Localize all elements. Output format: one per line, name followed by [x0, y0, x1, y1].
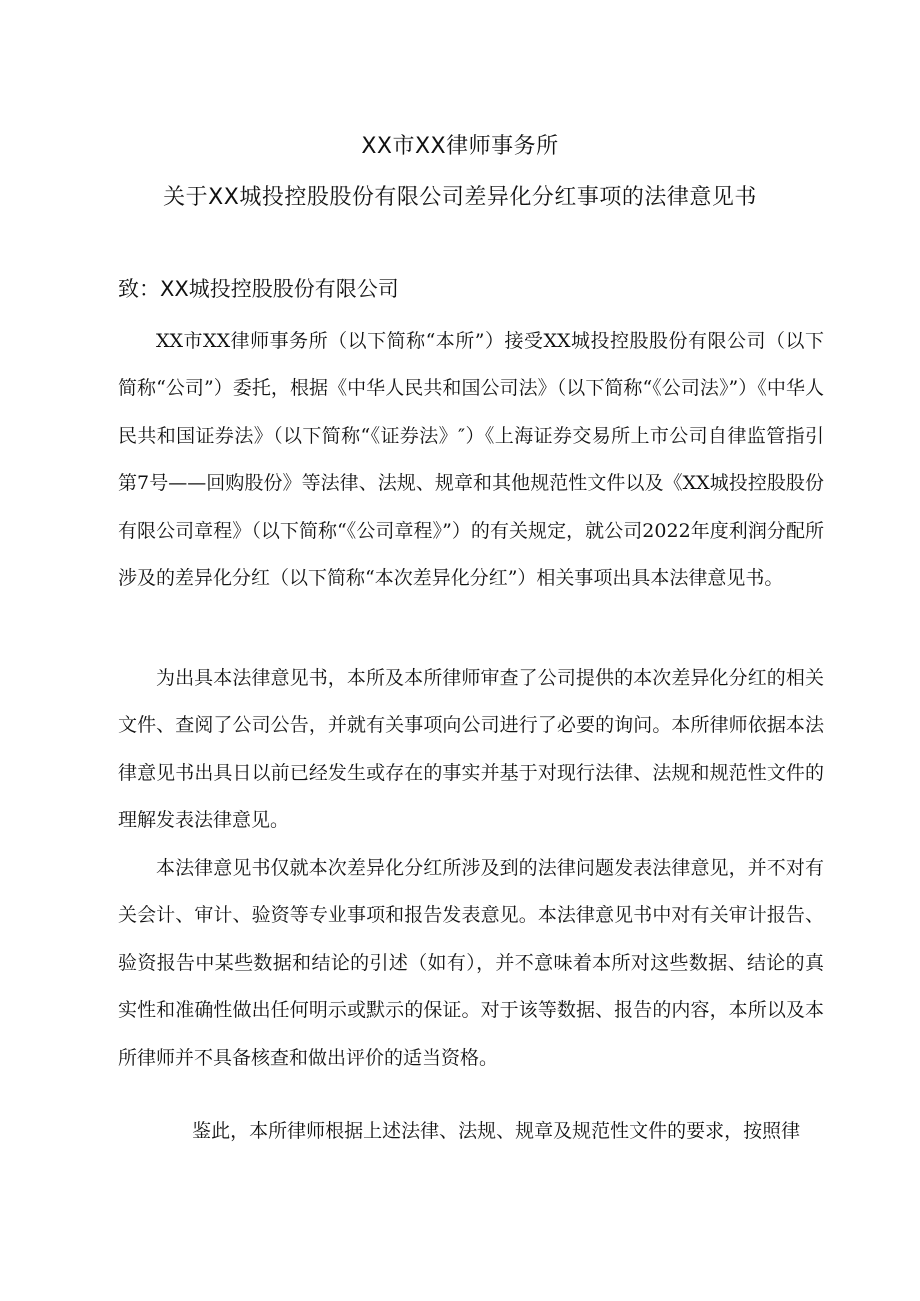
document-subtitle: 关于XX城投控股股份有限公司差异化分红事项的法律意见书 — [163, 185, 757, 210]
paragraph-conclusion-start: 鉴此，本所律师根据上述法律、法规、规章及规范性文件的要求，按照律 — [192, 1120, 801, 1142]
paragraph-engagement: XX市XX律师事务所（以下简称“本所”）接受XX城投控股股份有限公司（以下简称“公司”）委托，根据《中华人民共和国公司法》（以下简称“《公司法》”）《中华人民共和国证券法》（以下简称“《证券法》″）《上海证券交易所上市公司自律监管指引第7号——回购股份》等法律、法规、规章和其他规范性文件以及《XX城投控股股份有限公司章程》（以下简称“《公司章程》”）的有关规定，就公司2022年度利润分配所涉及的差异化分红（以下简称“本次差异化分红”）相关事项出具本法律意见书。 — [118, 330, 824, 590]
paragraph-review-scope: 为出具本法律意见书，本所及本所律师审查了公司提供的本次差异化分红的相关文件、查阅了公司公告，并就有关事项向公司进行了必要的询问。本所律师依据本法律意见书出具日以前已经发生或存在的事实并基于对现行法律、法规和规范性文件的理解发表法律意见。 — [118, 667, 824, 832]
document-title: XX市XX律师事务所 — [361, 134, 559, 159]
paragraph-limitations: 本法律意见书仅就本次差异化分红所涉及到的法律问题发表法律意见，并不对有关会计、审计、验资等专业事项和报告发表意见。本法律意见书中对有关审计报告、验资报告中某些数据和结论的引述（如有），并不意味着本所对这些数据、结论的真实性和准确性做出任何明示或默示的保证。对于该等数据、报告的内容，本所以及本所律师并不具备核查和做出评价的适当资格。 — [118, 857, 824, 1069]
addressee: 致：XX城投控股股份有限公司 — [118, 277, 399, 301]
